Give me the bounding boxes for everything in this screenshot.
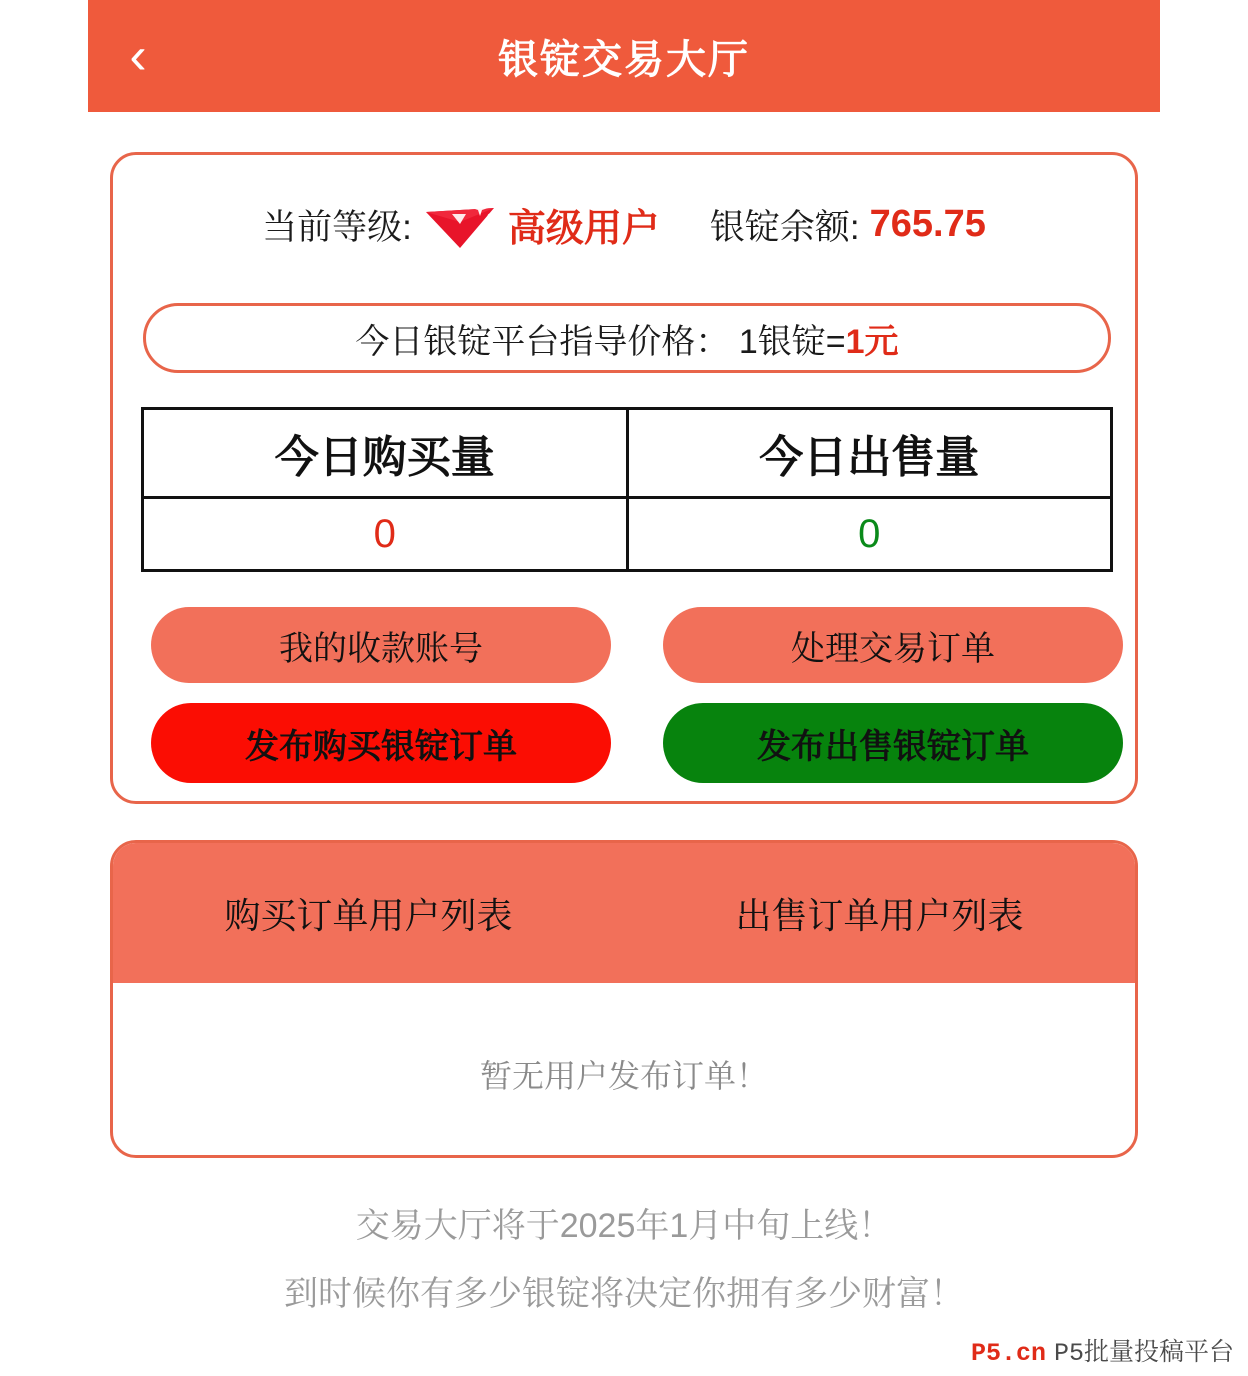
empty-state-text: 暂无用户发布订单！ (479, 1058, 768, 1094)
trading-summary-card (110, 152, 1138, 804)
publish-buy-order-button[interactable]: 发布购买银锭订单 (151, 703, 611, 783)
balance-value: 765.75 (869, 203, 986, 245)
table-row (143, 498, 1112, 571)
page-title: 银锭交易大厅 (498, 37, 750, 82)
tab-sell-order-users[interactable]: 出售订单用户列表 (735, 894, 1024, 936)
handle-trade-orders-button[interactable]: 处理交易订单 (663, 607, 1123, 683)
guide-price-text: 今日银锭平台指导价格： 1银锭= (355, 322, 846, 361)
balance-label: 银锭余额: (709, 207, 860, 247)
tab-buy-order-users[interactable]: 购买订单用户列表 (224, 894, 513, 936)
page-header (88, 0, 1160, 112)
order-list-card (110, 840, 1138, 1158)
sell-volume-value: 0 (627, 498, 1112, 571)
chevron-left-icon[interactable]: ‹ (129, 27, 147, 85)
guide-price-banner (143, 303, 1111, 373)
order-list-tabs (113, 843, 1135, 983)
level-value: 高级用户 (507, 208, 660, 250)
watermark (971, 1332, 1234, 1368)
table-row-header (143, 409, 1112, 498)
launch-note-line-1: 交易大厅将于2025年1月中旬上线！ (355, 1207, 893, 1245)
buy-volume-value: 0 (143, 498, 628, 571)
daily-stats-table (141, 407, 1113, 572)
level-balance-row (113, 197, 1135, 252)
watermark-text: P5批量投稿平台 (1053, 1339, 1234, 1368)
diamond-gem-icon (422, 198, 498, 252)
column-header-sell: 今日出售量 (627, 409, 1112, 498)
watermark-site: P5.cn (970, 1339, 1046, 1368)
my-receiving-account-button[interactable]: 我的收款账号 (151, 607, 611, 683)
publish-sell-order-button[interactable]: 发布出售银锭订单 (663, 703, 1123, 783)
column-header-buy: 今日购买量 (143, 409, 628, 498)
launch-note-line-2: 到时候你有多少银锭将决定你拥有多少财富！ (284, 1275, 964, 1313)
guide-price-unit: 1元 (845, 322, 899, 361)
level-label: 当前等级: (262, 207, 412, 247)
